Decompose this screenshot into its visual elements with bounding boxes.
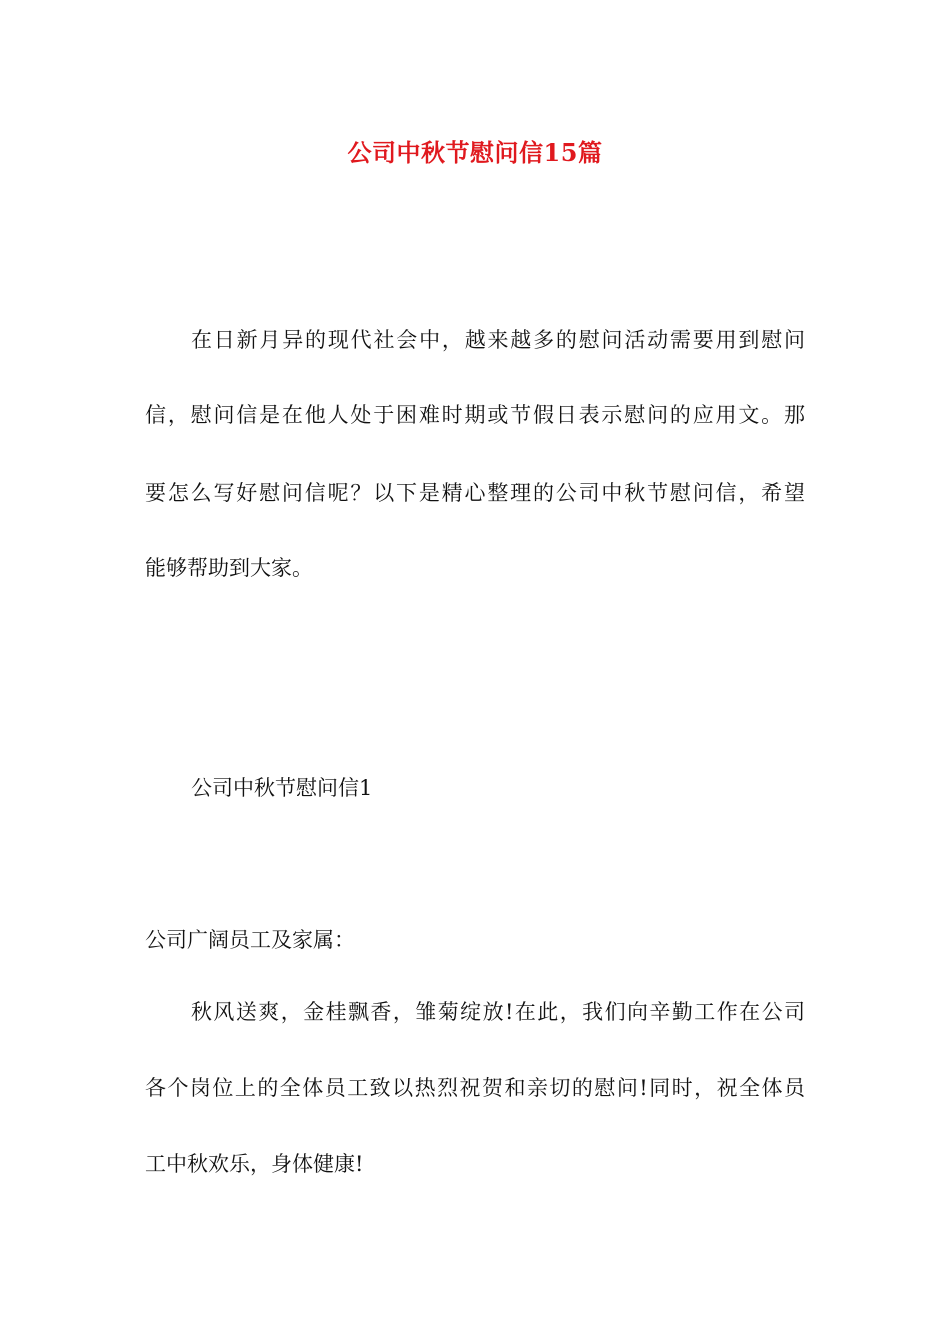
intro-line-4: 能够帮助到大家。 [145,556,313,580]
intro-line-2: 信，慰问信是在他人处于困难时期或节假日表示慰问的应用文。那 [145,403,805,427]
salutation: 公司广阔员工及家属： [145,928,355,952]
body-line-1: 秋风送爽，金桂飘香，雏菊绽放!在此，我们向辛勤工作在公司 [191,1000,805,1024]
body-line-2: 各个岗位上的全体员工致以热烈祝贺和亲切的慰问!同时，祝全体员 [145,1076,805,1100]
intro-line-1: 在日新月异的现代社会中，越来越多的慰问活动需要用到慰问 [191,328,805,352]
body-line-3: 工中秋欢乐，身体健康! [145,1152,364,1176]
intro-line-3: 要怎么写好慰问信呢？以下是精心整理的公司中秋节慰问信，希望 [145,481,805,505]
document-title: 公司中秋节慰问信15篇 [347,138,603,167]
section-heading: 公司中秋节慰问信1 [191,776,373,800]
